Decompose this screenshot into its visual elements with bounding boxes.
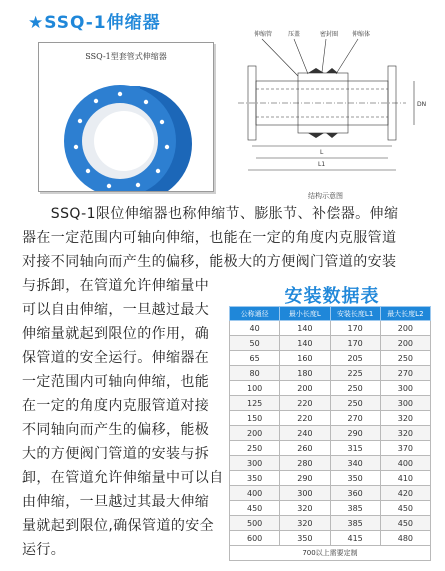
- table-row: [230, 336, 431, 351]
- table-row: [230, 321, 431, 336]
- table-row: [230, 456, 431, 471]
- body-line: SSQ-1限位伸缩器也称伸缩节、膨胀节、补偿器。伸缩: [22, 206, 399, 222]
- label-telescopic-pipe: 伸缩管: [254, 31, 273, 38]
- table-cell: 415: [330, 531, 380, 546]
- table-cell: 450: [380, 501, 430, 516]
- table-cell: 340: [330, 456, 380, 471]
- table-row: [230, 366, 431, 381]
- label-gland: 压盖: [288, 31, 301, 38]
- table-row: [230, 426, 431, 441]
- header-nominal-diameter: 公称通径: [230, 307, 280, 321]
- table-cell: 370: [380, 441, 430, 456]
- body-line: 在一定的角度内克服管道对接: [22, 398, 210, 414]
- expansion-joint-photo: [39, 43, 213, 191]
- table-cell: 40: [230, 321, 280, 336]
- table-cell: 200: [380, 321, 430, 336]
- table-cell: 320: [280, 501, 330, 516]
- table-cell: 290: [280, 471, 330, 486]
- table-cell: 250: [380, 351, 430, 366]
- dim-L1: L1: [318, 161, 326, 168]
- table-row: [230, 516, 431, 531]
- dim-DN: DN: [417, 101, 427, 108]
- table-cell: 350: [280, 531, 330, 546]
- dim-L: L: [320, 149, 324, 156]
- installation-data-table: [229, 306, 431, 561]
- body-line: 伸缩量就起到限位的作用，确: [22, 326, 210, 342]
- table-row: [230, 471, 431, 486]
- table-cell: 600: [230, 531, 280, 546]
- table-cell: 385: [330, 501, 380, 516]
- table-cell: 270: [330, 411, 380, 426]
- table-cell: 240: [280, 426, 330, 441]
- body-line: 大的方便阀门管道的安装与拆: [22, 446, 210, 462]
- table-cell: 170: [330, 336, 380, 351]
- table-cell: 125: [230, 396, 280, 411]
- table-cell: 180: [280, 366, 330, 381]
- table-row: [230, 351, 431, 366]
- table-cell: 160: [280, 351, 330, 366]
- table-cell: 280: [280, 456, 330, 471]
- table-cell: 420: [380, 486, 430, 501]
- table-cell: 300: [280, 486, 330, 501]
- table-cell: 290: [330, 426, 380, 441]
- table-cell: 150: [230, 411, 280, 426]
- body-line: 器在一定范围内可轴向伸缩，也能在一定的角度内克服管道: [22, 230, 397, 246]
- table-title: 安装数据表: [284, 286, 380, 307]
- table-cell: 410: [380, 471, 430, 486]
- body-line: 可以自由伸缩，一旦越过最大: [22, 302, 210, 318]
- table-row: [230, 501, 431, 516]
- body-line: 由伸缩，一旦越过其最大伸缩: [22, 494, 210, 510]
- table-cell: 480: [380, 531, 430, 546]
- table-cell: 100: [230, 381, 280, 396]
- table-cell: 500: [230, 516, 280, 531]
- body-line: 不同轴向而产生的偏移，能极: [22, 422, 210, 438]
- table-row: [230, 381, 431, 396]
- body-line: 卸，在管道允许伸缩量中可以自: [22, 470, 224, 486]
- body-line: 保管道的安全运行。伸缩器在: [22, 350, 210, 366]
- table-cell: 225: [330, 366, 380, 381]
- table-cell: 320: [280, 516, 330, 531]
- table-cell: 300: [230, 456, 280, 471]
- table-cell: 300: [380, 381, 430, 396]
- table-row: [230, 396, 431, 411]
- table-cell: 260: [280, 441, 330, 456]
- body-line: 运行。: [22, 542, 66, 558]
- table-header-row: [230, 307, 431, 321]
- table-cell: 350: [230, 471, 280, 486]
- table-row: [230, 441, 431, 456]
- table-cell: 450: [380, 516, 430, 531]
- table-cell: 350: [330, 471, 380, 486]
- table-cell: 400: [230, 486, 280, 501]
- table-cell: 140: [280, 321, 330, 336]
- body-line: 量就起到限位,确保管道的安全: [22, 518, 215, 534]
- table-cell: 200: [380, 336, 430, 351]
- body-line: 一定范围内可轴向伸缩，也能: [22, 374, 210, 390]
- table-cell: 50: [230, 336, 280, 351]
- table-cell: 320: [380, 426, 430, 441]
- table-cell: 270: [380, 366, 430, 381]
- table-cell: 250: [330, 381, 380, 396]
- table-cell: 200: [230, 426, 280, 441]
- table-note: 700以上需要定制: [230, 546, 431, 561]
- table-cell: 220: [280, 396, 330, 411]
- table-cell: 450: [230, 501, 280, 516]
- header-min-length: 最小长度L: [280, 307, 330, 321]
- label-seal-ring: 密封圈: [320, 31, 339, 38]
- table-cell: 200: [280, 381, 330, 396]
- table-row: [230, 411, 431, 426]
- table-cell: 170: [330, 321, 380, 336]
- body-line: 与拆卸，在管道允许伸缩量中: [22, 278, 210, 294]
- product-photo-panel: [38, 42, 214, 192]
- table-note-row: [230, 546, 431, 561]
- table-cell: 220: [280, 411, 330, 426]
- page-title: ★SSQ-1伸缩器: [28, 13, 161, 33]
- label-body: 伸缩体: [352, 31, 371, 38]
- header-install-length: 安装长度L1: [330, 307, 380, 321]
- table-cell: 205: [330, 351, 380, 366]
- structure-diagram: [228, 26, 438, 191]
- table-cell: 360: [330, 486, 380, 501]
- table-cell: 315: [330, 441, 380, 456]
- table-cell: 400: [380, 456, 430, 471]
- table-row: [230, 531, 431, 546]
- body-line: 对接不同轴向而产生的偏移，能极大的方便阀门管道的安装: [22, 254, 397, 270]
- table-cell: 300: [380, 396, 430, 411]
- table-cell: 80: [230, 366, 280, 381]
- table-cell: 65: [230, 351, 280, 366]
- diagram-caption: 结构示意图: [308, 192, 343, 200]
- table-row: [230, 486, 431, 501]
- table-cell: 385: [330, 516, 380, 531]
- photo-caption: SSQ-1型套管式伸缩器: [85, 52, 167, 61]
- table-cell: 250: [330, 396, 380, 411]
- table-cell: 140: [280, 336, 330, 351]
- header-max-length: 最大长度L2: [380, 307, 430, 321]
- table-cell: 250: [230, 441, 280, 456]
- table-cell: 320: [380, 411, 430, 426]
